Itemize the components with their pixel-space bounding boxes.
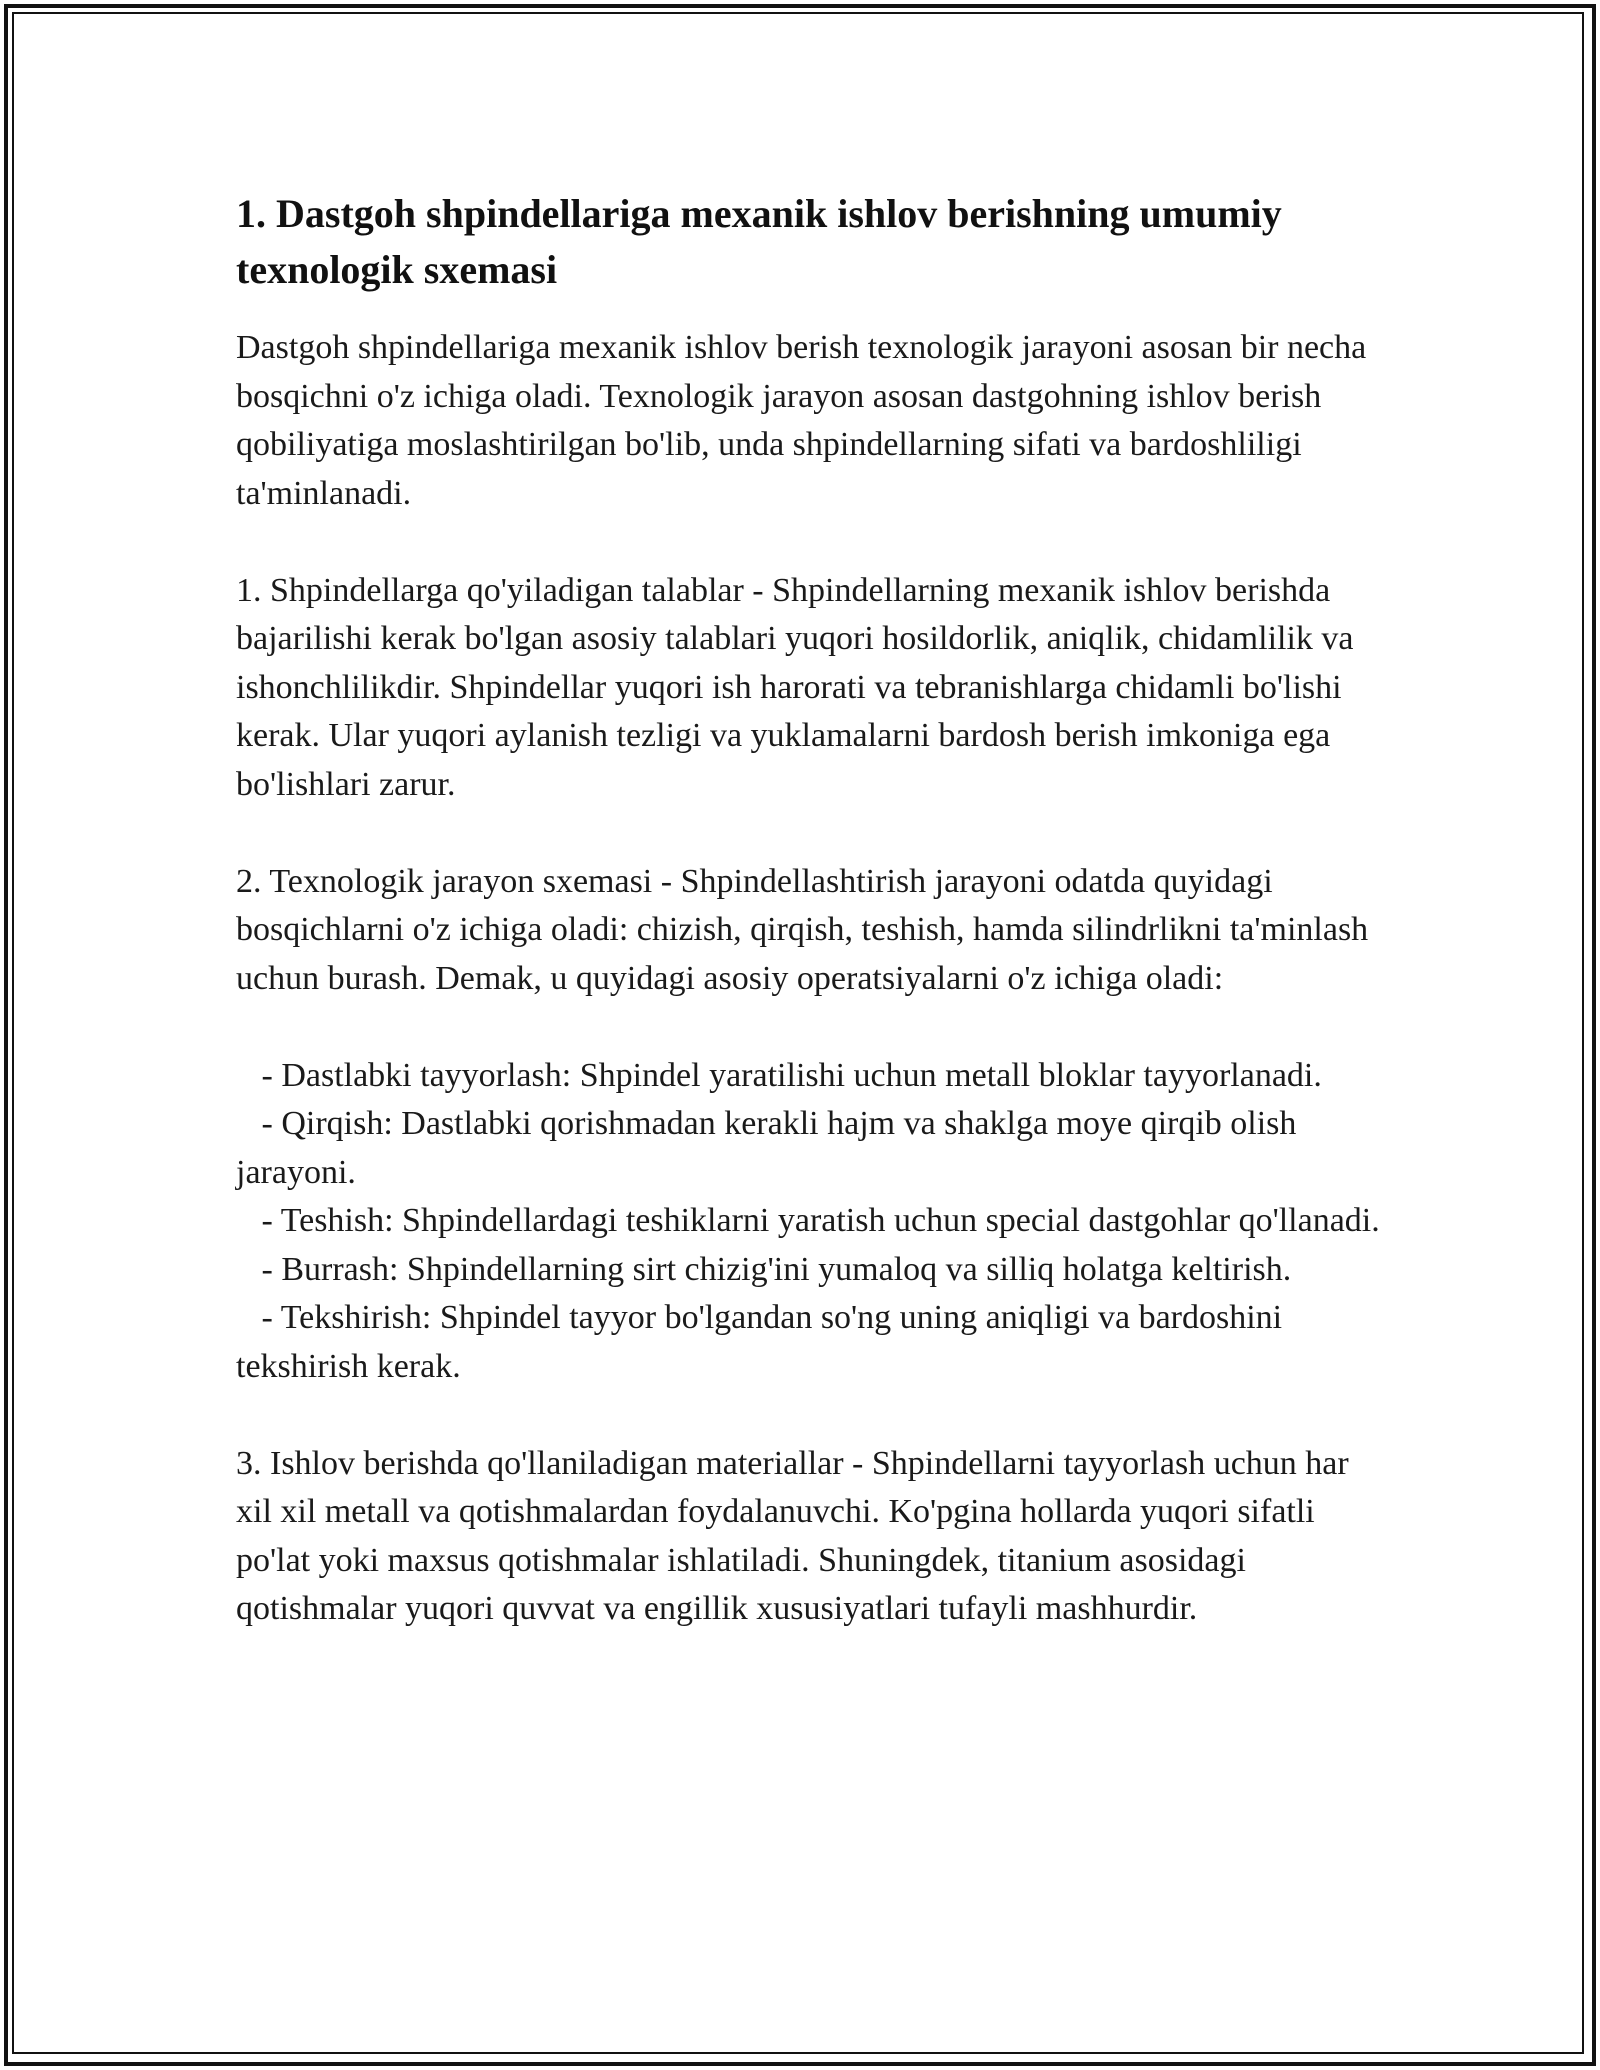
bullet-item xyxy=(236,1052,1386,1101)
bullet-text: - Burrash: Shpindellarning sirt chizig'ini yumaloq va silliq holatga keltirish. xyxy=(261,1250,1292,1288)
paragraph-spacer xyxy=(236,809,1386,858)
bullet-text: - Teshish: Shpindellardagi teshiklarni yaratish uchun special dastgohlar qo'llanadi. xyxy=(261,1202,1380,1239)
section-2-paragraph: 2. Texnologik jarayon sxemasi - Shpindellashtirish jarayoni odatda quyidagi bosqichlarni o'z ichiga oladi: chizish, qirqish, teshish, hamda silindrlikni ta'minlash uchun burash. Demak, u quyidagi asosiy operatsiyalarni o'z ichiga oladi: xyxy=(236,862,1369,997)
bullet-item xyxy=(236,1197,1386,1246)
paragraph-spacer xyxy=(236,1391,1386,1440)
bullet-item xyxy=(236,1294,1386,1391)
bullet-text: - Tekshirish: Shpindel tayyor bo'lgandan so'ng uning aniqligi va bardoshini tekshirish kerak. xyxy=(236,1299,1283,1385)
paragraph-spacer xyxy=(236,518,1386,567)
bullet-item xyxy=(236,1246,1386,1295)
bullet-text: - Qirqish: Dastlabki qorishmadan kerakli hajm va shaklga moye qirqib olish jarayoni. xyxy=(236,1105,1297,1191)
document-body xyxy=(236,186,1386,1634)
paragraph-spacer xyxy=(236,1003,1386,1052)
bullet-text: - Dastlabki tayyorlash: Shpindel yaratilishi uchun metall bloklar tayyorlanadi. xyxy=(261,1056,1322,1094)
bullet-item xyxy=(236,1100,1386,1197)
section-3-paragraph: 3. Ishlov berishda qo'llaniladigan materiallar - Shpindellarni tayyorlash uchun har xil xil metall va qotishmalardan foydalanuvchi. Ko'pgina hollarda yuqori sifatli po'lat yoki maxsus qotishmalar ishlatiladi. Shuningdek, titanium asosidagi qotishmalar yuqori quvvat va engillik xususiyatlari tufayli mashhurdir. xyxy=(236,1444,1349,1627)
document-title: 1. Dastgoh shpindellariga mexanik ishlov berishning umumiy texnologik sxemasi xyxy=(236,191,1282,292)
section-1-paragraph: 1. Shpindellarga qo'yiladigan talablar - Shpindellarning mexanik ishlov berishda bajarilishi kerak bo'lgan asosiy talablari yuqori hosildorlik, aniqlik, chidamlilik va ishonchlilikdir. Shpindellar yuqori ish harorati va tebranishlarga chidamli bo'lishi kerak. Ular yuqori aylanish tezligi va yuklamalarni bardosh berish imkoniga ega bo'lishlari zarur. xyxy=(236,571,1354,803)
intro-paragraph: Dastgoh shpindellariga mexanik ishlov berish texnologik jarayoni asosan bir necha bosqichni o'z ichiga oladi. Texnologik jarayon asosan dastgohning ishlov berish qobiliyatiga moslashtirilgan bo'lib, unda shpindellarning sifati va bardoshliligi ta'minlanadi. xyxy=(236,329,1367,512)
